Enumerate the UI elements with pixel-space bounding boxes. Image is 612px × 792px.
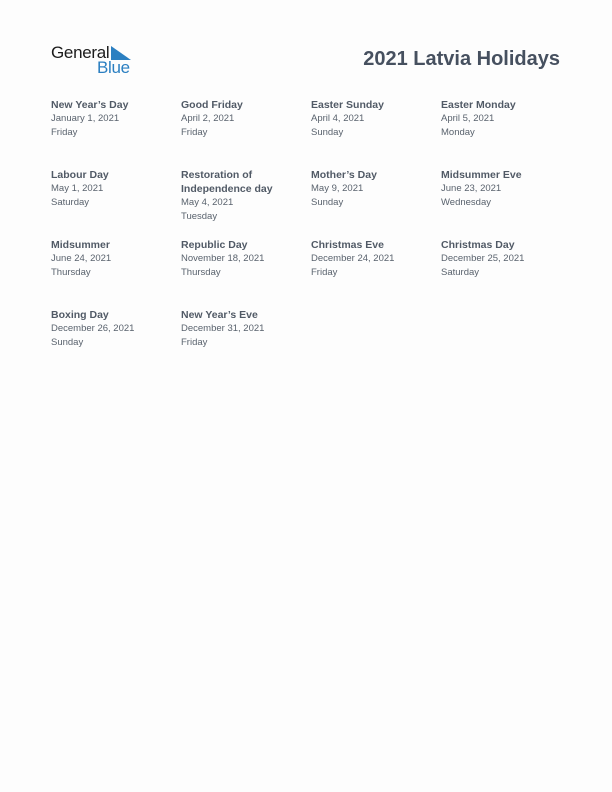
holiday-item (441, 238, 571, 308)
holiday-weekday: Tuesday (181, 210, 218, 222)
holiday-date: April 5, 2021 (441, 113, 495, 124)
holiday-name: Restoration of Independence day (181, 169, 273, 195)
holiday-weekday: Thursday (181, 266, 221, 278)
holiday-date: May 4, 2021 (181, 197, 234, 208)
holiday-item (181, 238, 311, 308)
holiday-name: Labour Day (51, 169, 109, 181)
holiday-item (181, 98, 311, 168)
holiday-weekday: Friday (311, 266, 338, 278)
holiday-item (51, 98, 181, 168)
logo-word-general: General (51, 43, 110, 62)
holiday-weekday: Saturday (441, 266, 480, 278)
holiday-name: Midsummer (51, 239, 110, 251)
holiday-name: New Year’s Eve (181, 309, 258, 321)
holiday-grid (51, 98, 571, 378)
holiday-date: April 4, 2021 (311, 113, 365, 124)
logo-word-blue: Blue (97, 58, 130, 77)
holiday-weekday: Sunday (311, 196, 344, 208)
holiday-weekday: Saturday (51, 196, 90, 208)
holiday-date: June 23, 2021 (441, 183, 502, 194)
holiday-name: Good Friday (181, 99, 243, 111)
holiday-weekday: Thursday (51, 266, 91, 278)
holiday-name: Midsummer Eve (441, 169, 522, 181)
holiday-date: May 1, 2021 (51, 183, 104, 194)
holiday-name: Mother’s Day (311, 169, 377, 181)
holiday-item (181, 168, 311, 238)
page-title: 2021 Latvia Holidays (363, 48, 560, 70)
holiday-item (181, 308, 311, 378)
holiday-item (51, 168, 181, 238)
holiday-name: Republic Day (181, 239, 248, 251)
holiday-weekday: Friday (181, 126, 208, 138)
holiday-date: December 26, 2021 (51, 323, 135, 334)
holiday-date: December 24, 2021 (311, 253, 395, 264)
holiday-weekday: Friday (181, 336, 208, 348)
holiday-date: June 24, 2021 (51, 253, 112, 264)
holiday-date: April 2, 2021 (181, 113, 235, 124)
holiday-name: Boxing Day (51, 309, 109, 321)
logo (51, 43, 141, 79)
holiday-item (311, 238, 441, 308)
holiday-weekday: Monday (441, 126, 475, 138)
holiday-weekday: Sunday (51, 336, 84, 348)
holiday-weekday: Sunday (311, 126, 344, 138)
holiday-item (311, 98, 441, 168)
holiday-item (51, 238, 181, 308)
holiday-date: January 1, 2021 (51, 113, 120, 124)
holiday-name: Christmas Day (441, 239, 515, 251)
holiday-date: November 18, 2021 (181, 253, 265, 264)
holiday-item (441, 168, 571, 238)
holiday-name: New Year’s Day (51, 99, 129, 111)
holiday-name: Easter Sunday (311, 99, 384, 111)
holiday-item (51, 308, 181, 378)
holiday-date: May 9, 2021 (311, 183, 364, 194)
holiday-weekday: Wednesday (441, 196, 491, 208)
holiday-name: Easter Monday (441, 99, 516, 111)
holiday-date: December 31, 2021 (181, 323, 265, 334)
holiday-weekday: Friday (51, 126, 78, 138)
holiday-date: December 25, 2021 (441, 253, 525, 264)
holiday-name: Christmas Eve (311, 239, 384, 251)
holiday-item (441, 98, 571, 168)
holiday-item (311, 168, 441, 238)
